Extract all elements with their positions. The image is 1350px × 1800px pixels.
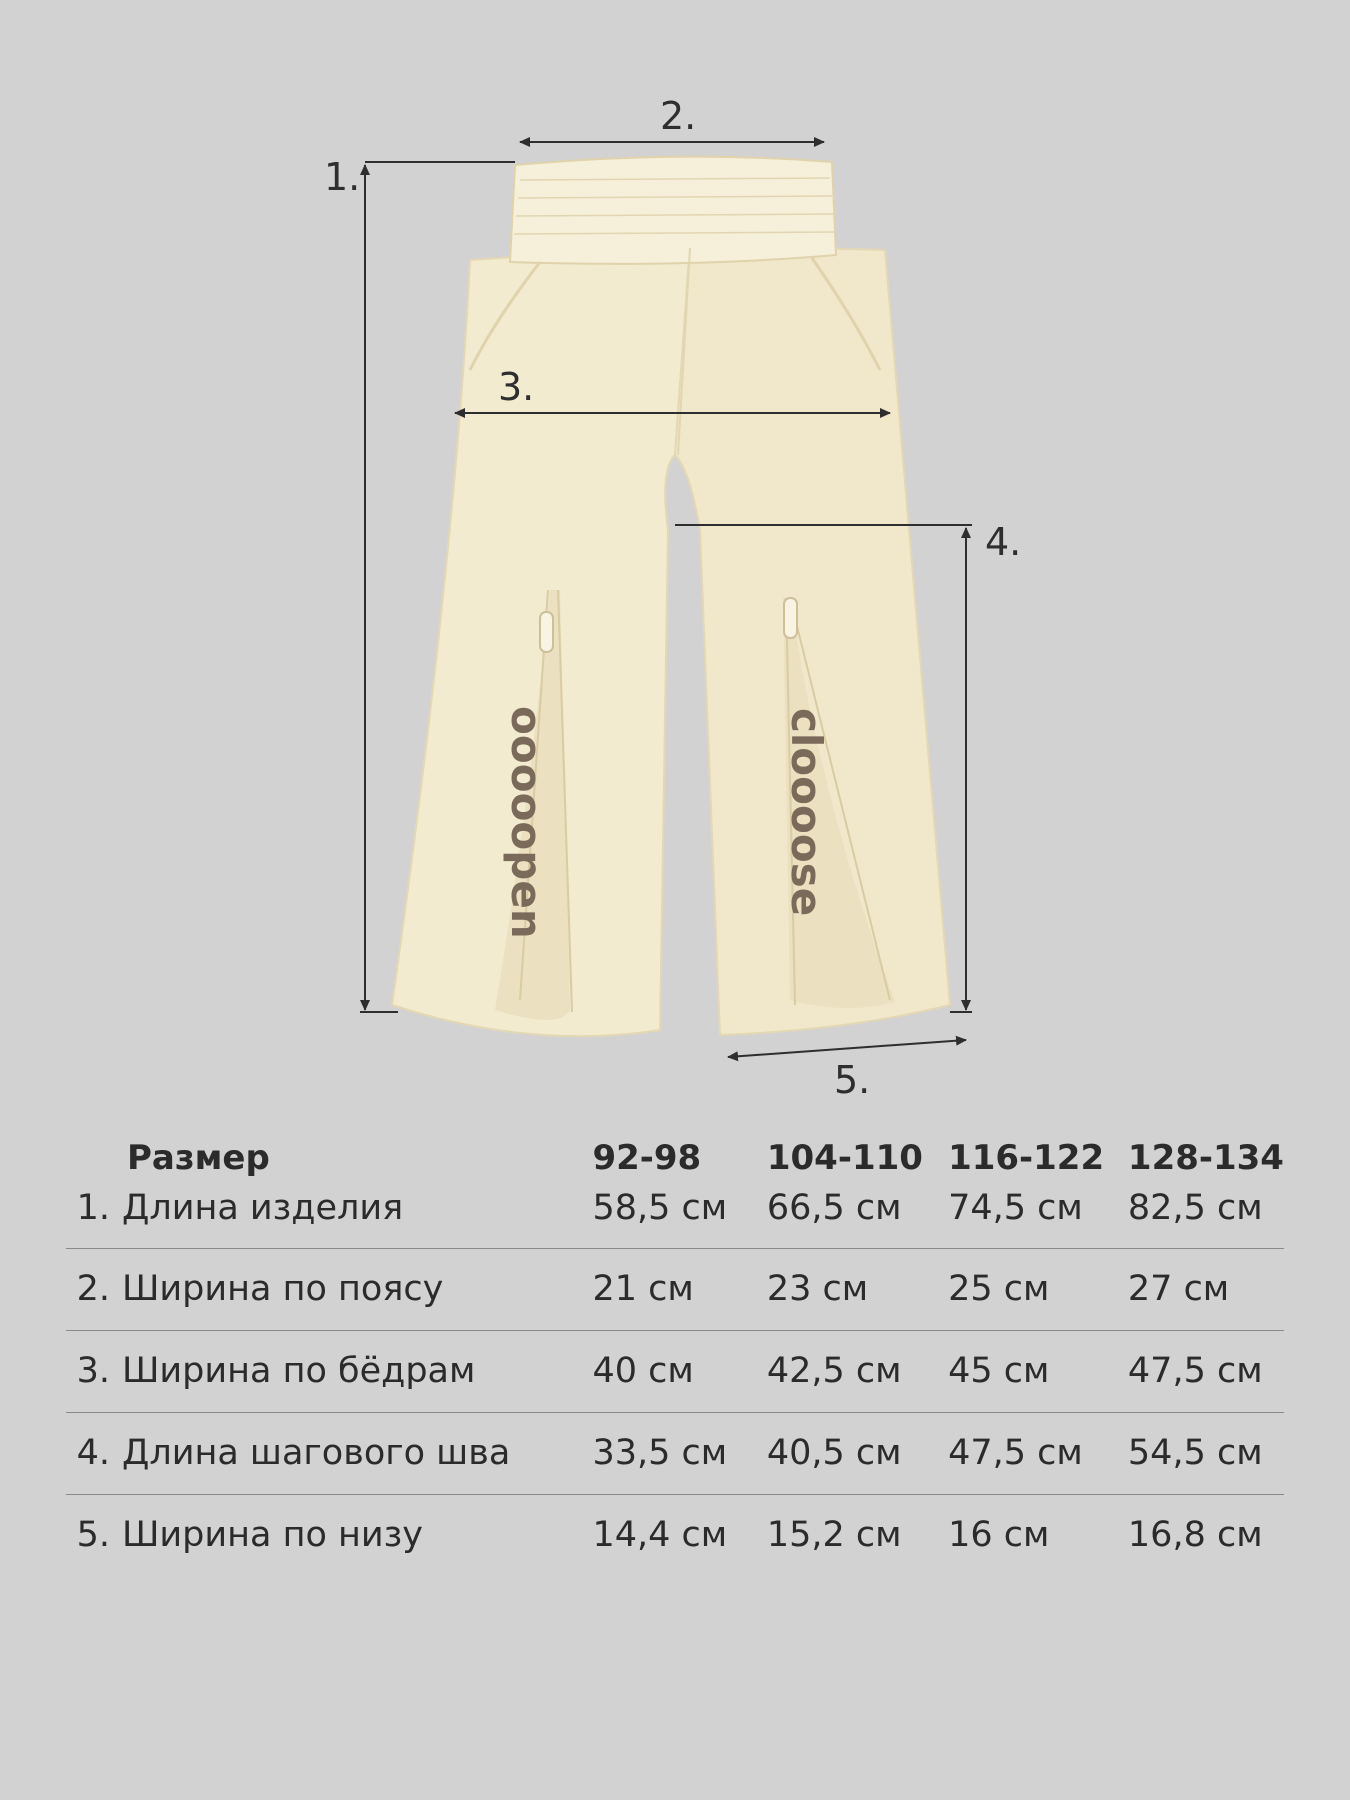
row-name-cell	[66, 1248, 592, 1330]
table-header-row	[66, 1130, 1284, 1186]
value-cell: 54,5 см	[1128, 1412, 1284, 1494]
table-row	[66, 1412, 1284, 1494]
value-cell: 16 см	[948, 1494, 1128, 1576]
header-size: 116-122	[948, 1138, 1105, 1178]
row-name-cell	[66, 1494, 592, 1576]
row-number: 1.	[76, 1188, 110, 1228]
row-name: Длина изделия	[122, 1188, 404, 1228]
label-inseam: 4.	[985, 520, 1022, 564]
row-name-cell	[66, 1412, 592, 1494]
table-row	[66, 1186, 1284, 1248]
pants-shape	[392, 157, 950, 1036]
value-cell: 45 см	[948, 1330, 1128, 1412]
value-cell: 40,5 см	[767, 1412, 948, 1494]
label-length: 1.	[324, 155, 361, 199]
label-hips: 3.	[498, 365, 535, 409]
value-cell: 40 см	[592, 1330, 766, 1412]
row-number: 5.	[76, 1515, 110, 1556]
value-cell: 47,5 см	[1128, 1330, 1284, 1412]
row-number: 3.	[76, 1351, 110, 1391]
header-label: Размер	[127, 1138, 270, 1178]
value-cell: 42,5 см	[767, 1330, 948, 1412]
header-size: 92-98	[592, 1138, 702, 1178]
value-cell: 27 см	[1128, 1248, 1284, 1330]
row-name: Ширина по низу	[122, 1515, 423, 1556]
header-size: 104-110	[766, 1138, 923, 1178]
value-cell: 47,5 см	[948, 1412, 1128, 1494]
table-row	[66, 1330, 1284, 1412]
row-number: 2.	[76, 1269, 110, 1309]
value-cell: 21 см	[592, 1248, 766, 1330]
value-cell: 23 см	[767, 1248, 948, 1330]
row-name-cell	[66, 1330, 592, 1412]
value-cell: 58,5 см	[592, 1188, 728, 1228]
table-row	[66, 1248, 1284, 1330]
value-cell: 15,2 см	[767, 1494, 948, 1576]
right-leg-text: cloooose	[782, 708, 831, 917]
value-cell: 14,4 см	[592, 1494, 766, 1576]
size-chart-table	[66, 1130, 1284, 1576]
left-leg-text: ooooopen	[502, 706, 551, 939]
header-size: 128-134	[1127, 1138, 1284, 1178]
row-name-cell	[66, 1186, 592, 1248]
label-hem: 5.	[834, 1058, 871, 1102]
value-cell: 33,5 см	[592, 1412, 766, 1494]
table-row	[66, 1494, 1284, 1576]
row-name: Ширина по поясу	[122, 1269, 444, 1309]
label-waist: 2.	[660, 94, 697, 138]
value-cell: 82,5 см	[1127, 1188, 1263, 1228]
value-cell: 66,5 см	[766, 1188, 902, 1228]
value-cell: 74,5 см	[948, 1188, 1083, 1228]
value-cell: 16,8 см	[1128, 1494, 1284, 1576]
row-name: Ширина по бёдрам	[122, 1351, 476, 1391]
value-cell: 25 см	[948, 1248, 1128, 1330]
row-name: Длина шагового шва	[122, 1433, 511, 1473]
row-number: 4.	[76, 1433, 110, 1473]
